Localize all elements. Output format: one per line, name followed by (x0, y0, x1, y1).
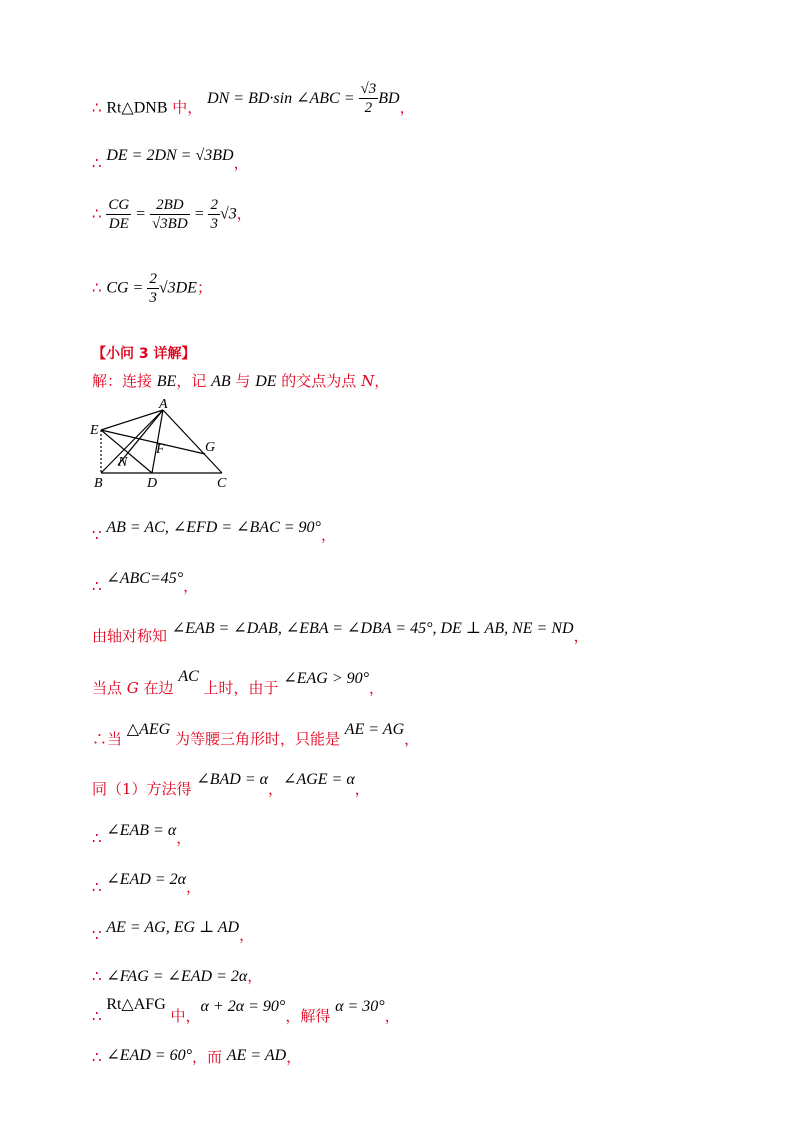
comma: ， (239, 926, 255, 944)
step-line-2 (92, 147, 249, 173)
therefore-symbol: ∴ (92, 98, 107, 117)
text: 上时，由于 (198, 679, 284, 697)
section-heading: 【小问 3 详解】 (92, 346, 196, 362)
label-E: E (90, 423, 99, 438)
text: 由轴对称知 (92, 627, 172, 645)
therefore-symbol: ∴ (92, 278, 107, 297)
label-B: B (94, 476, 103, 489)
formula: AE = AG (344, 721, 405, 738)
geometry-figure (88, 397, 238, 489)
step-line-1 (92, 81, 415, 127)
text: 解：连接 (92, 372, 157, 390)
point-label: N (361, 372, 375, 390)
numerator: CG (108, 197, 130, 213)
step-line-16 (92, 965, 262, 986)
formula: DE = 2DN = √3BD (106, 147, 234, 164)
label-N: N (118, 455, 128, 470)
label-F: F (156, 442, 165, 457)
comma: ， (286, 1048, 302, 1066)
segment-label: AB (211, 373, 231, 390)
formula: ∠EAB = α (106, 822, 177, 839)
text: ∴当 (92, 730, 127, 748)
comma: ， (176, 829, 192, 847)
step-line-11 (92, 721, 420, 749)
triangle-label: Rt△DNB (106, 99, 168, 117)
comma: ， (404, 730, 420, 748)
formula: ∠EAB = ∠DAB, ∠EBA = ∠DBA = 45°, DE ⊥ AB, NE = ND (171, 620, 574, 637)
comma: ， (236, 204, 252, 223)
comma: ， (374, 372, 390, 390)
step-line-12 (92, 771, 370, 799)
formula: CG = (106, 279, 148, 297)
formula: ∠EAD = 60° (106, 1047, 193, 1064)
segment-label: BE (156, 373, 177, 390)
label-A: A (159, 397, 168, 412)
step-line-4 (92, 270, 212, 307)
step-line-9 (92, 620, 589, 646)
formula: BD (378, 89, 400, 107)
formula: ∠EAD = 2α (106, 871, 187, 888)
step-line-6 (92, 370, 389, 391)
formula: ∠ABC=45° (106, 570, 184, 587)
formula: AB = AC, ∠EFD = ∠BAC = 90° (106, 519, 321, 536)
text: 在边 (138, 679, 179, 697)
text: 当点 (92, 679, 127, 697)
triangle-label: △AEG (126, 721, 171, 738)
segment-EG (101, 430, 205, 454)
fraction (150, 196, 190, 233)
formula: AE = AD (226, 1047, 287, 1064)
step-line-17 (92, 996, 400, 1026)
denominator: 3 (210, 216, 218, 232)
because-symbol: ∵ (92, 526, 107, 544)
text: ，解得 (285, 1007, 336, 1025)
step-line-8 (92, 570, 199, 596)
numerator: 2BD (150, 196, 190, 215)
formula: ∠EAG > 90° (283, 670, 370, 687)
text: 同（1）方法得 (92, 780, 197, 798)
segment-label: DE (255, 373, 277, 390)
therefore-symbol: ∴ (92, 878, 107, 896)
therefore-symbol: ∴ (92, 1007, 107, 1025)
step-line-7 (92, 519, 336, 545)
point-label: G (126, 679, 139, 697)
comma: ， (399, 98, 415, 117)
fraction (106, 196, 131, 233)
comma: ， (268, 780, 284, 798)
comma: ， (354, 780, 370, 798)
comma: ， (369, 679, 385, 697)
therefore-symbol: ∴ (92, 967, 107, 985)
text: 中， (165, 1007, 201, 1025)
formula: √3DE (158, 279, 197, 297)
step-line-3 (92, 196, 252, 233)
segment-label: AC (178, 668, 199, 685)
text: 为等腰三角形时，只能是 (170, 730, 345, 748)
denominator: DE (108, 216, 129, 232)
numerator: √3 (360, 81, 377, 97)
fraction (359, 80, 379, 117)
formula: ∠AGE = α (283, 771, 355, 788)
step-line-14 (92, 871, 202, 897)
triangle-label: Rt△AFG (106, 996, 166, 1013)
step-line-18 (92, 1046, 301, 1067)
formula: AE = AG, EG ⊥ AD (106, 919, 240, 936)
comma: ， (320, 526, 336, 544)
fraction (147, 270, 159, 307)
denominator: √3BD (151, 216, 188, 232)
text: 与 (230, 372, 256, 390)
step-line-10 (92, 668, 385, 698)
step-line-13 (92, 822, 192, 848)
comma: ， (233, 154, 249, 172)
label-C: C (217, 476, 227, 489)
therefore-symbol: ∴ (92, 1048, 107, 1066)
therefore-symbol: ∴ (92, 829, 107, 847)
text: 的交点为点 (276, 372, 362, 390)
text: ，记 (176, 372, 212, 390)
label-D: D (147, 476, 158, 489)
text: 中， (167, 98, 203, 117)
comma: ， (183, 577, 199, 595)
because-symbol: ∵ (92, 926, 107, 944)
equals: = (131, 205, 150, 223)
therefore-symbol: ∴ (92, 204, 107, 223)
formula: ∠BAD = α (196, 771, 269, 788)
comma: ， (384, 1007, 400, 1025)
comma: ， (573, 627, 589, 645)
formula: DN = BD·sin ∠ABC = (207, 89, 359, 107)
equals: = (189, 205, 209, 223)
fraction (208, 196, 220, 233)
label-G: G (205, 440, 216, 455)
formula: α = 30° (335, 998, 385, 1015)
formula: √3 (219, 205, 237, 223)
comma: ， (247, 967, 263, 985)
numerator: 2 (210, 197, 218, 213)
numerator: 2 (149, 271, 157, 287)
denominator: 2 (364, 100, 373, 116)
text: ，而 (192, 1048, 227, 1066)
therefore-symbol: ∴ (92, 154, 107, 172)
formula: ∠FAG = ∠EAD = 2α (106, 968, 248, 985)
formula: α + 2α = 90° (200, 998, 286, 1015)
denominator: 3 (149, 290, 157, 306)
step-line-15 (92, 919, 255, 945)
comma: ， (186, 878, 202, 896)
semicolon: ； (196, 278, 212, 297)
therefore-symbol: ∴ (92, 577, 107, 595)
